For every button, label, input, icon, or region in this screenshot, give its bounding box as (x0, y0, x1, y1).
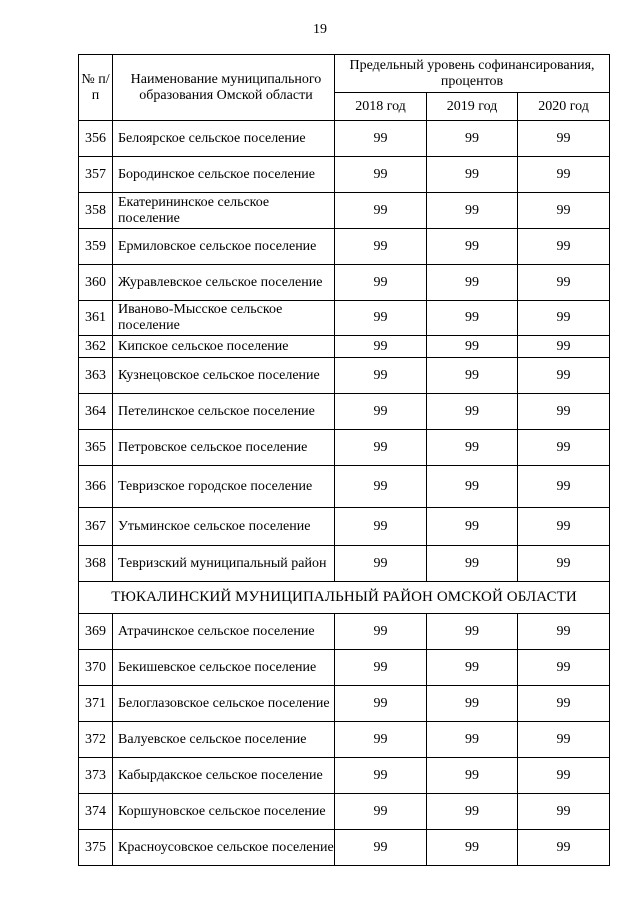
row-number: 365 (79, 430, 113, 466)
cofinancing-value: 99 (335, 794, 427, 830)
row-number: 358 (79, 193, 113, 229)
table-row (79, 229, 610, 265)
cofinancing-value: 99 (335, 265, 427, 301)
table-row (79, 546, 610, 582)
municipality-name: Кипское сельское поселение (113, 336, 335, 358)
cofinancing-value: 99 (518, 229, 610, 265)
cofinancing-value: 99 (427, 466, 518, 508)
cofinancing-value: 99 (518, 794, 610, 830)
table-row (79, 650, 610, 686)
cofinancing-value: 99 (335, 546, 427, 582)
municipality-name: Тевризский муниципальный район (113, 546, 335, 582)
row-number: 356 (79, 121, 113, 157)
cofinancing-value: 99 (427, 508, 518, 546)
cofinancing-value: 99 (335, 508, 427, 546)
table-row (79, 794, 610, 830)
table-row (79, 301, 610, 336)
row-number: 363 (79, 358, 113, 394)
row-number: 366 (79, 466, 113, 508)
cofinancing-value: 99 (518, 265, 610, 301)
row-number: 360 (79, 265, 113, 301)
row-number: 369 (79, 614, 113, 650)
cofinancing-value: 99 (518, 758, 610, 794)
municipality-name: Иваново-Мысское сельское поселение (113, 301, 335, 336)
cofinancing-value: 99 (335, 650, 427, 686)
cofinancing-value: 99 (427, 758, 518, 794)
municipality-name: Журавлевское сельское поселение (113, 265, 335, 301)
cofinancing-value: 99 (335, 758, 427, 794)
section-title: ТЮКАЛИНСКИЙ МУНИЦИПАЛЬНЫЙ РАЙОН ОМСКОЙ ОБЛАСТИ (79, 582, 610, 614)
header-level: Предельный уровень софинансирования, процентов (335, 55, 610, 93)
cofinancing-value: 99 (335, 193, 427, 229)
cofinancing-value: 99 (427, 193, 518, 229)
cofinancing-value: 99 (427, 430, 518, 466)
row-number: 372 (79, 722, 113, 758)
municipality-name: Красноусовское сельское поселение (113, 830, 335, 866)
cofinancing-value: 99 (335, 686, 427, 722)
cofinancing-value: 99 (427, 722, 518, 758)
table-row (79, 358, 610, 394)
table-row (79, 121, 610, 157)
municipality-name: Валуевское сельское поселение (113, 722, 335, 758)
cofinancing-value: 99 (427, 830, 518, 866)
table-row (79, 758, 610, 794)
row-number: 359 (79, 229, 113, 265)
table-row (79, 508, 610, 546)
cofinancing-value: 99 (427, 358, 518, 394)
row-number: 374 (79, 794, 113, 830)
cofinancing-value: 99 (427, 121, 518, 157)
table-row (79, 686, 610, 722)
row-number: 371 (79, 686, 113, 722)
header-year-2018: 2018 год (335, 93, 427, 121)
cofinancing-value: 99 (335, 358, 427, 394)
cofinancing-value: 99 (427, 157, 518, 193)
cofinancing-value: 99 (518, 466, 610, 508)
cofinancing-value: 99 (335, 722, 427, 758)
municipality-name: Кабырдакское сельское поселение (113, 758, 335, 794)
table-row (79, 614, 610, 650)
cofinancing-value: 99 (427, 614, 518, 650)
table-row (79, 394, 610, 430)
municipality-name: Утьминское сельское поселение (113, 508, 335, 546)
municipality-name: Бородинское сельское поселение (113, 157, 335, 193)
cofinancing-value: 99 (518, 830, 610, 866)
municipality-name: Екатерининское сельское поселение (113, 193, 335, 229)
table-row (79, 722, 610, 758)
cofinancing-value: 99 (335, 430, 427, 466)
header-num: № п/п (79, 55, 113, 121)
cofinancing-value: 99 (427, 546, 518, 582)
municipality-name: Коршуновское сельское поселение (113, 794, 335, 830)
cofinancing-value: 99 (427, 394, 518, 430)
cofinancing-value: 99 (335, 614, 427, 650)
cofinancing-value: 99 (518, 336, 610, 358)
cofinancing-value: 99 (427, 301, 518, 336)
cofinancing-value: 99 (518, 546, 610, 582)
cofinancing-value: 99 (518, 157, 610, 193)
table-row (79, 466, 610, 508)
table-row (79, 157, 610, 193)
row-number: 370 (79, 650, 113, 686)
cofinancing-table (78, 54, 610, 866)
header-year-2019: 2019 год (427, 93, 518, 121)
table-body-b (79, 614, 610, 866)
cofinancing-value: 99 (518, 650, 610, 686)
cofinancing-value: 99 (335, 301, 427, 336)
municipality-name: Бекишевское сельское поселение (113, 650, 335, 686)
cofinancing-value: 99 (335, 466, 427, 508)
cofinancing-value: 99 (335, 121, 427, 157)
row-number: 364 (79, 394, 113, 430)
header-year-2020: 2020 год (518, 93, 610, 121)
page-number: 19 (313, 22, 327, 37)
municipality-name: Ермиловское сельское поселение (113, 229, 335, 265)
cofinancing-value: 99 (518, 430, 610, 466)
municipality-name: Тевризское городское поселение (113, 466, 335, 508)
municipality-name: Петровское сельское поселение (113, 430, 335, 466)
row-number: 368 (79, 546, 113, 582)
cofinancing-value: 99 (335, 394, 427, 430)
cofinancing-value: 99 (335, 157, 427, 193)
cofinancing-value: 99 (427, 686, 518, 722)
municipality-name: Кузнецовское сельское поселение (113, 358, 335, 394)
row-number: 375 (79, 830, 113, 866)
table-row (79, 830, 610, 866)
cofinancing-value: 99 (335, 336, 427, 358)
row-number: 367 (79, 508, 113, 546)
cofinancing-value: 99 (518, 301, 610, 336)
cofinancing-value: 99 (518, 394, 610, 430)
table-body-a (79, 121, 610, 582)
table-row (79, 193, 610, 229)
cofinancing-value: 99 (518, 614, 610, 650)
cofinancing-value: 99 (518, 722, 610, 758)
cofinancing-value: 99 (427, 794, 518, 830)
municipality-name: Петелинское сельское поселение (113, 394, 335, 430)
cofinancing-value: 99 (518, 358, 610, 394)
cofinancing-value: 99 (427, 336, 518, 358)
cofinancing-value: 99 (335, 229, 427, 265)
municipality-name: Белоярское сельское поселение (113, 121, 335, 157)
table-row (79, 336, 610, 358)
row-number: 357 (79, 157, 113, 193)
cofinancing-value: 99 (335, 830, 427, 866)
header-name: Наименование муниципального образования Омской области (113, 55, 335, 121)
table-row (79, 430, 610, 466)
cofinancing-value: 99 (427, 650, 518, 686)
row-number: 362 (79, 336, 113, 358)
cofinancing-value: 99 (518, 508, 610, 546)
row-number: 373 (79, 758, 113, 794)
municipality-name: Белоглазовское сельское поселение (113, 686, 335, 722)
table-row (79, 265, 610, 301)
row-number: 361 (79, 301, 113, 336)
cofinancing-value: 99 (518, 121, 610, 157)
cofinancing-value: 99 (518, 686, 610, 722)
cofinancing-value: 99 (427, 229, 518, 265)
cofinancing-value: 99 (427, 265, 518, 301)
cofinancing-value: 99 (518, 193, 610, 229)
municipality-name: Атрачинское сельское поселение (113, 614, 335, 650)
